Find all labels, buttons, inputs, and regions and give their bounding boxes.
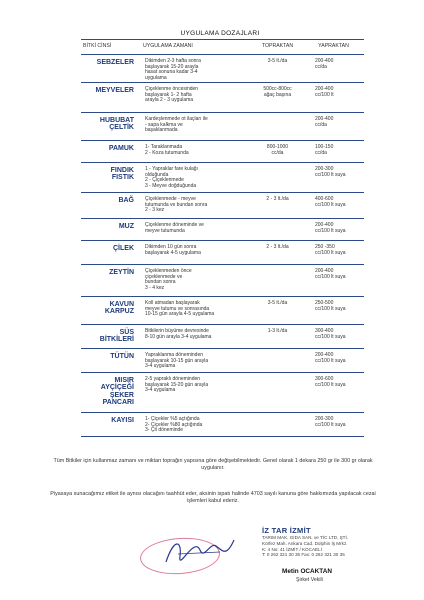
application-time: 1 - Yapraklar fare kulağı olduğunda 2 - Çiçeklenmede 3 - Meyve doğduğunda [137, 163, 252, 193]
leaf-dose: 200-300 cc/100 lt suya [303, 413, 364, 437]
signature-image [160, 532, 240, 572]
table-row [81, 55, 364, 83]
soil-dose [252, 265, 303, 297]
application-time: Çiçeklenme öncesinden başlayarak 1- 2 hafta arayla 2 - 3 uygulama [137, 83, 252, 113]
commitment-statement: Piyasaya sunacağımız etiket ile aynısı olacağını taahhüt eder, aksinin ispatı halinde 4703 sayılı kanuna göre hakkımızda yapılacak cezai işlemleri kabul ederiz. [50, 491, 376, 505]
application-time: Bitkilerin büyüme devresinde 8-10 gün arayla 3-4 uygulama [137, 325, 252, 349]
leaf-dose: 200-300 cc/100 lt suya [303, 163, 364, 193]
header-time: UYGULAMA ZAMANI [137, 40, 252, 55]
signer-role: Şirket Vekili [296, 577, 323, 583]
table-header-row [81, 40, 364, 55]
leaf-dose: 200-400 cc/100 lt suya [303, 349, 364, 373]
header-crop: BİTKİ CİNSİ [81, 40, 137, 55]
application-time: Dikimden 2-3 hafta sonra başlayarak 15-20 arayla hasat sonuna kadar 3-4 uygulama [137, 55, 252, 83]
table-row [81, 163, 364, 193]
table-row [81, 265, 364, 297]
table-row [81, 241, 364, 265]
header-soil: TOPRAKTAN [252, 40, 303, 55]
crop-name: TÜTÜN [81, 349, 137, 373]
application-time: Çiçeklenmeden önce çiçeklenmede ve bundan sonra 3 - 4 kez [137, 265, 252, 297]
company-line-4: T: 0 262 321 30 35 Fax: 0 262 321 30 35 [262, 552, 345, 558]
application-time: 2-5 yapraklı döneminden başlayarak 15-20 gün arayla 3-4 uygulama [137, 373, 252, 413]
leaf-dose: 200-400 cc/100 lt suya [303, 219, 364, 241]
leaf-dose: 250-500 cc/100 lt suya [303, 297, 364, 325]
application-note: Tüm Bitkiler için kullanmaz zamanı ve miktarı toprağın yapısına göre değişebilmektedir. Genel olarak 1 dekara 250 gr ile 300 gr olarak uygulanır. [53, 458, 373, 472]
leaf-dose: 200-400 cc/da [303, 55, 364, 83]
soil-dose: 2 - 3 lt./da [252, 193, 303, 219]
company-name: İZ TAR İZMİT [262, 526, 311, 535]
company-line-2: Körfez Mah. Ankara Cad. Dolphin İş Mrkz. [262, 540, 348, 546]
leaf-dose: 200-400 cc/100 lt suya [303, 265, 364, 297]
crop-name: SÜS BİTKİLERİ [81, 325, 137, 349]
soil-dose: 800-1000 cc/da [252, 141, 303, 163]
table-row [81, 413, 364, 437]
soil-dose [252, 349, 303, 373]
table-row [81, 297, 364, 325]
application-time: 1- Çiçekler %5 açtığında 2- Çiçekler %80 açtığında 3- Çit döneminde [137, 413, 252, 437]
signer-name: Metin OCAKTAN [282, 568, 332, 575]
soil-dose [252, 163, 303, 193]
dosage-table [81, 39, 364, 437]
leaf-dose: 400-600 cc/100 lt suya [303, 193, 364, 219]
application-time: Çiçeklenmede - meyve tutumunda ve bundan sonra 2 - 3 kez [137, 193, 252, 219]
soil-dose: 3-5 lt./da [252, 297, 303, 325]
crop-name: PAMUK [81, 141, 137, 163]
soil-dose: 3-5 lt./da [252, 55, 303, 83]
soil-dose [252, 413, 303, 437]
table-row [81, 373, 364, 413]
table-row [81, 325, 364, 349]
table-row [81, 83, 364, 113]
header-leaf: YAPRAKTAN [303, 40, 364, 55]
leaf-dose: 200-400 cc/da [303, 113, 364, 141]
crop-name: ÇİLEK [81, 241, 137, 265]
leaf-dose: 300-400 cc/100 lt suya [303, 325, 364, 349]
application-time: 1- Taraklanmada 2 - Koza tutumunda [137, 141, 252, 163]
leaf-dose: 250 -350 cc/100 lt suya [303, 241, 364, 265]
document-title: UYGULAMA DOZAJLARI [180, 30, 260, 37]
crop-name: BAĞ [81, 193, 137, 219]
crop-name: MUZ [81, 219, 137, 241]
soil-dose [252, 113, 303, 141]
soil-dose [252, 373, 303, 413]
soil-dose: 1-3 lt./da [252, 325, 303, 349]
soil-dose: 500cc-800cc ağaç başına [252, 83, 303, 113]
crop-name: HUBUBAT ÇELTİK [81, 113, 137, 141]
table-row [81, 113, 364, 141]
crop-name: MEYVELER [81, 83, 137, 113]
application-time: Koll atmadan başlayarak meyve tutumu ve sonrasında 10-15 gün arayla 4-5 uygulama [137, 297, 252, 325]
crop-name: SEBZELER [81, 55, 137, 83]
application-time: Çiçeklenme döneminde ve meyve tutumunda [137, 219, 252, 241]
table-row [81, 219, 364, 241]
table-row [81, 193, 364, 219]
leaf-dose: 200-400 cc/100 lt [303, 83, 364, 113]
application-time: Dikimden 10 gün sonra başlayarak 4-5 uygulama [137, 241, 252, 265]
leaf-dose: 300-600 cc/100 lt suya [303, 373, 364, 413]
company-info [262, 526, 372, 558]
company-line-1: TARIM MAK. GIDA SAN. ve TİC LTD. ŞTİ. [262, 535, 349, 540]
crop-name: FINDIK FISTIK [81, 163, 137, 193]
soil-dose [252, 219, 303, 241]
crop-name: MISIR AYÇİÇEĞİ ŞEKER PANCARI [81, 373, 137, 413]
application-time: Kardeşlenmede ot ilaçları ile - sapa kalkma ve başaklanmada [137, 113, 252, 141]
crop-name: KAYISI [81, 413, 137, 437]
leaf-dose: 100-150 cc/da [303, 141, 364, 163]
table-row [81, 141, 364, 163]
crop-name: ZEYTİN [81, 265, 137, 297]
soil-dose: 2 - 3 lt./da [252, 241, 303, 265]
company-line-3: K: 4 No: 41 İZMİT / KOCAELİ [262, 546, 322, 552]
application-time: Yapraklanma döneminden başlayarak 10-15 gün arayla 3-4 uygulama [137, 349, 252, 373]
crop-name: KAVUN KARPUZ [81, 297, 137, 325]
table-row [81, 349, 364, 373]
